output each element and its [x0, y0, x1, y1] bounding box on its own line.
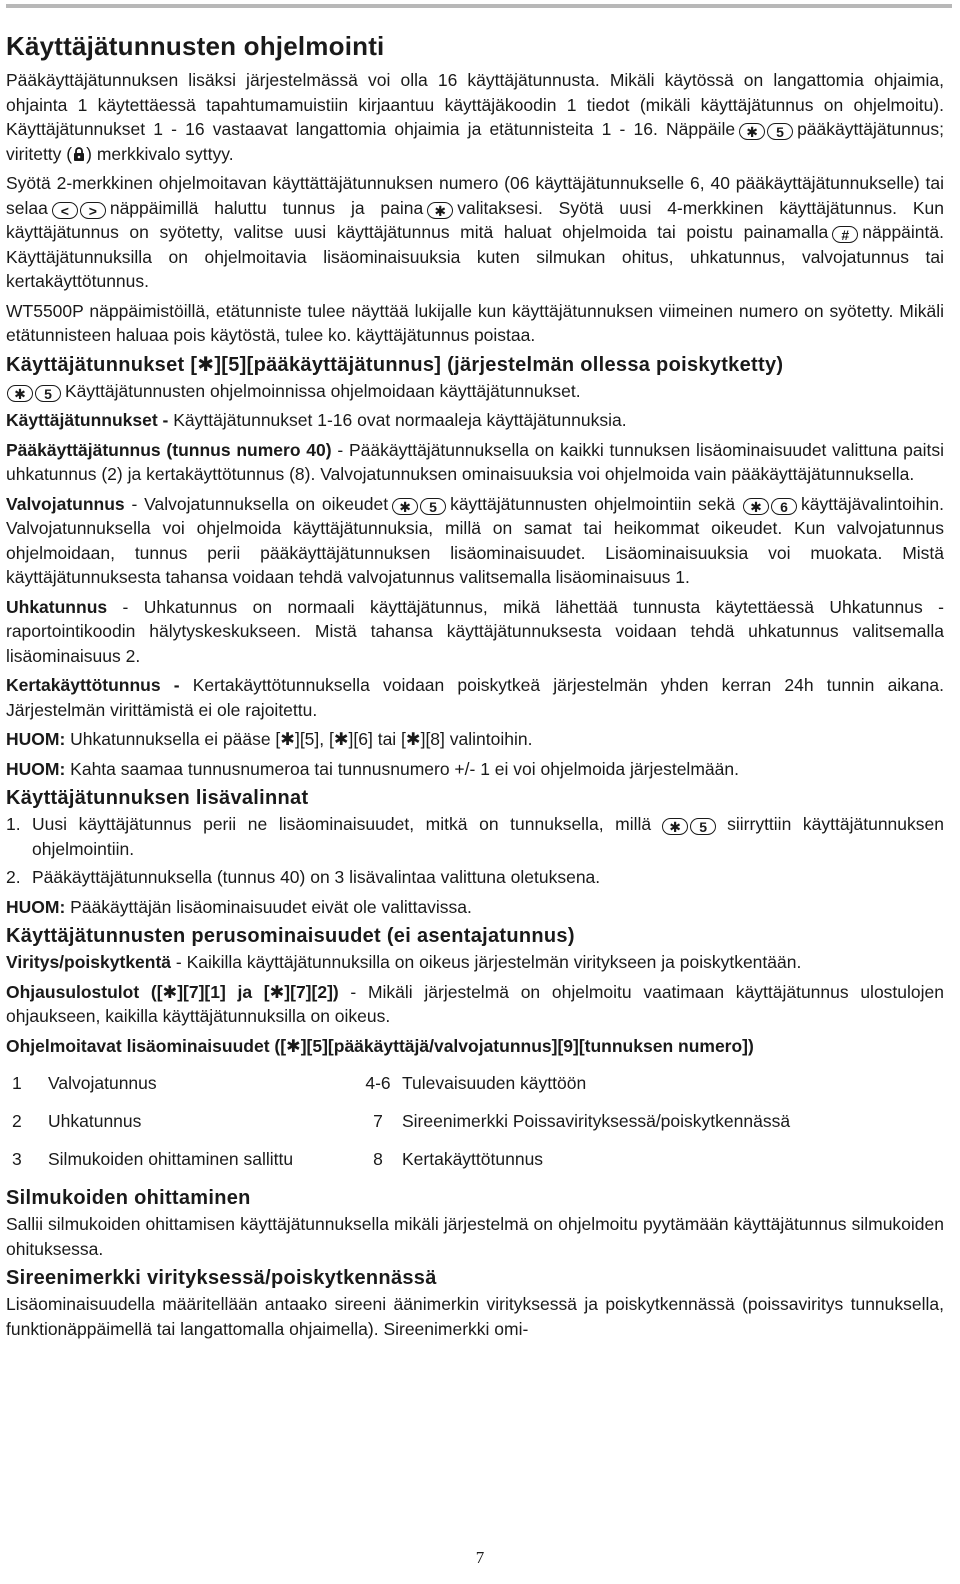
note-duplicate: HUOM: Kahta saamaa tunnusnumeroa tai tunnusnumero +/- 1 ei voi ohjelmoida järjestelmään.: [6, 758, 739, 779]
note-duress: HUOM: Uhkatunnuksella ei pääse [✱][5], [✱][6] tai [✱][8] valintoihin.: [6, 729, 533, 749]
note-master-options: HUOM: Pääkäyttäjän lisäominaisuudet eivät ole valittavissa.: [6, 896, 472, 917]
star-key-icon: ✱: [392, 498, 418, 515]
heading-siren-squawk: Sireenimerkki virityksessä/poiskytkennässä: [6, 1267, 437, 1289]
table-row: 3 Silmukoiden ohittaminen sallittu 8 Kertakäyttötunnus: [12, 1148, 544, 1169]
heading-basic-features: Käyttäjätunnusten perusominaisuudet (ei asentajatunnus): [6, 925, 575, 947]
heading-user-codes: Käyttäjätunnukset [✱][5][pääkäyttäjätunnus] (järjestelmän ollessa poiskytketty): [6, 353, 784, 376]
outputs-definition: Ohjausulostulot ([✱][7][1] ja [✱][7][2]) - Mikäli järjestelmä on ohjelmoitu vaatimaan käyttäjätunnus ulostulojen ohjaukseen, kaikilla käyttäjätunnuksilla on oikeus.: [6, 981, 944, 1026]
key-combo-star-5: [661, 812, 717, 837]
table-row: 1 Valvojatunnus 4-6 Tulevaisuuden käyttöön: [12, 1072, 587, 1093]
one-time-code-definition: Kertakäyttötunnus - Kertakäyttötunnuksella voidaan poiskytkeä järjestelmän yhden kerran 24h tunnin aikana. Järjestelmän virittämistä ei ole rajoitettu.: [6, 675, 944, 720]
arm-disarm-definition: Viritys/poiskytkentä - Kaikilla käyttäjätunnuksilla on oikeus järjestelmän viritykseen ja poiskytkentään.: [6, 952, 802, 972]
user-codes-intro: ✱ 5 Käyttäjätunnusten ohjelmoinnissa ohjelmoidaan käyttäjätunnukset.: [6, 379, 944, 404]
page-number: 7: [475, 1548, 485, 1567]
extra-options-list: [6, 812, 944, 890]
lock-icon: [72, 146, 86, 162]
key-hash: [831, 220, 859, 245]
list-item: 2. Pääkäyttäjätunnuksella (tunnus 40) on 3 lisävalintaa valittuna oletuksena.: [6, 867, 601, 887]
right-arrow-key-icon: >: [80, 202, 106, 219]
user-codes-definition: Käyttäjätunnukset - Käyttäjätunnukset 1-16 ovat normaaleja käyttäjätunnuksia.: [6, 410, 627, 430]
programmable-options-heading: Ohjelmoitavat lisäominaisuudet ([✱][5][pääkäyttäjä/valvojatunnus][9][tunnuksen numero]): [6, 1035, 754, 1056]
six-key-icon: 6: [771, 498, 797, 515]
key-combo-arrows: [51, 196, 107, 221]
options-table: [6, 1064, 944, 1178]
left-arrow-key-icon: <: [52, 202, 78, 219]
supervisor-code-definition: Valvojatunnus - Valvojatunnuksella on oikeudet ✱ 5 käyttäjätunnusten ohjelmointiin sekä ✱ 6 käyttäjävalintoihin. Valvojatunnuksella voi ohjelmoida käyttäjätunnuksia, millä on samat tai heikommat oikeudet. Kun valvojatunnus ohjelmoidaan, tunnus perii pääkäyttäjätunnuksen lisäominaisuudet. Lisäominaisuuksia voi muokata. Mistä käyttäjätunnuksesta tahansa voidaan tehdä valvojatunnus valitsemalla lisäominaisuus 1.: [6, 493, 944, 587]
five-key-icon: 5: [767, 123, 793, 140]
duress-code-definition: Uhkatunnus - Uhkatunnus on normaali käyttäjätunnus, mikä lähettää tunnusta käytettäessä Uhkatunnus -raportointikoodin hälytyskeskukseen. Mistä tahansa käyttäjätunnuksesta voidaan tehdä uhkatunnus valitsemalla lisäominaisuus 2.: [6, 596, 944, 666]
star-key-icon: ✱: [427, 202, 453, 219]
entry-paragraph: Syötä 2-merkkinen ohjelmoitavan käyttättäjätunnuksen numero (06 käyttäjätunnukselle 6, 40 pääkäyttäjätunnukselle) tai selaa < > näppäimillä haluttu tunnus ja paina ✱ valitaksesi. Syötä uusi 4-merkkinen käyttäjätunnus. Kun käyttäjätunnus on syötetty, valitse uusi käyttäjätunnus mitä haluat ohjelmoida tai poistu painamalla # näppäintä. Käyttäjätunnuksilla on ohjelmoitavia lisäominaisuuksia kuten silmukan ohitus, uhkatunnus, valvojatunnus tai kertakäyttötunnus.: [6, 173, 945, 291]
key-star: [426, 196, 454, 221]
five-key-icon: 5: [420, 498, 446, 515]
key-combo-star-6: [742, 492, 798, 517]
star-key-icon: ✱: [662, 818, 688, 835]
siren-squawk-paragraph: Lisäominaisuudella määritellään antaako sireeni äänimerkin virityksessä ja poiskytkennässä (poissaviritys tunnuksella, funktionäppäimellä tai langattomalla ohjaimella). Sireenimerkki omi-: [6, 1294, 944, 1339]
star-key-icon: ✱: [739, 123, 765, 140]
master-code-definition: Pääkäyttäjätunnus (tunnus numero 40) - Pääkäyttäjätunnuksella on kaikki tunnuksen lisäominaisuudet valittuna paitsi uhkatunnus (2) ja kertakäyttötunnus (8). Valvojatunnuksen ominaisuuksia voi ohjelmoida vain pääkäyttäjätunnuksella.: [6, 439, 944, 484]
hash-key-icon: #: [832, 226, 858, 243]
key-combo-star-5: [391, 492, 447, 517]
table-row: 2 Uhkatunnus 7 Sireenimerkki Poissavirityksessä/poiskytkennässä: [12, 1110, 791, 1131]
key-combo-star-5: [6, 379, 62, 404]
wt5500p-paragraph: WT5500P näppäimistöillä, etätunniste tulee näyttää lukijalle kun käyttäjätunnuksen viimeinen numero on syötetty. Mikäli etätunnisteen haluaa pois käytöstä, tulee ko. käyttäjätunnus poistaa.: [6, 300, 944, 345]
star-key-icon: ✱: [7, 385, 33, 402]
intro-paragraph: Pääkäyttäjätunnuksen lisäksi järjestelmässä voi olla 16 käyttäjätunnusta. Mikäli käytössä on langattomia ohjaimia, ohjainta 1 käytettäessä tapahtumamuistiin kirjaantuu käyttäjäkoodin 1 tiedot (mikäli käyttäjätunnus on ohjelmoitu). Käyttäjätunnukset 1 - 16 vastaavat langattomia ohjaimia ja etätunnisteita 1 - 16. Näppäile ✱ 5 pääkäyttäjätunnus; viritetty ( ) merkkivalo syttyy.: [6, 70, 944, 164]
five-key-icon: 5: [690, 818, 716, 835]
star-key-icon: ✱: [743, 498, 769, 515]
list-item: 1. Uusi käyttäjätunnus perii ne lisäominaisuudet, mitkä on tunnuksella, millä ✱ 5 siirryttiin käyttäjätunnuksen ohjelmointiin.: [6, 814, 944, 859]
page-title: Käyttäjätunnusten ohjelmointi: [6, 31, 385, 61]
five-key-icon: 5: [35, 385, 61, 402]
zone-bypass-paragraph: Sallii silmukoiden ohittamisen käyttäjätunnuksella mikäli järjestelmä on ohjelmoitu pyytämään käyttäjätunnus silmukoiden ohituksessa.: [6, 1214, 944, 1259]
key-combo-star-5: [738, 117, 794, 142]
heading-extra-options: Käyttäjätunnuksen lisävalinnat: [6, 787, 309, 809]
document-page: [6, 30, 944, 1346]
heading-zone-bypass: Silmukoiden ohittaminen: [6, 1187, 251, 1209]
top-rule: [6, 4, 952, 8]
